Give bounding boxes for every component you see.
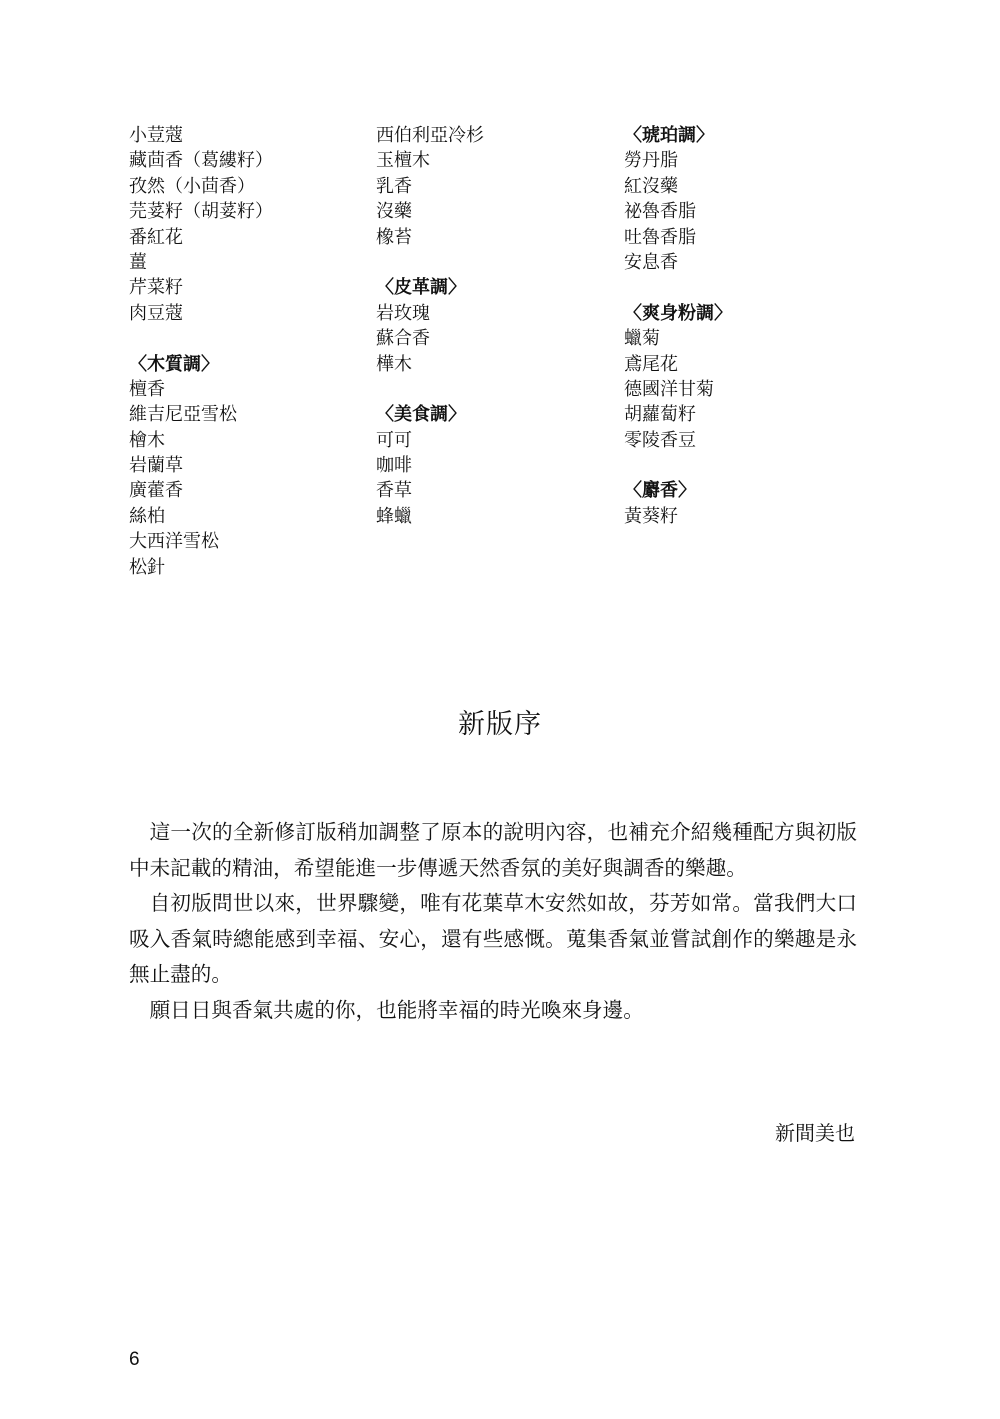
ingredient-item: 祕魯香脂 — [624, 201, 696, 223]
ingredient-item: 番紅花 — [129, 226, 183, 248]
ingredient-item: 西伯利亞冷杉 — [376, 125, 484, 146]
ingredient-item: 鳶尾花 — [624, 353, 678, 375]
category-heading: 〈琥珀調〉 — [624, 125, 714, 146]
preface-paragraph-1: 這一次的全新修訂版稍加調整了原本的說明內容，也補充介紹幾種配方與初版中未記載的精油，希望能進一步傳遞天然香氛的美好與調香的樂趣。 — [129, 820, 857, 880]
ingredient-item: 咖啡 — [376, 455, 412, 477]
ingredient-item: 香草 — [376, 480, 412, 502]
ingredient-item: 維吉尼亞雪松 — [129, 404, 237, 426]
ingredient-item: 肉豆蔻 — [129, 302, 183, 324]
ingredient-item: 小荳蔻 — [129, 125, 183, 146]
category-heading: 〈木質調〉 — [129, 353, 219, 375]
spacer — [624, 453, 854, 478]
ingredient-item: 絲柏 — [129, 505, 165, 527]
spacer — [624, 275, 854, 300]
ingredient-item: 薑 — [129, 251, 147, 273]
ingredient-item: 蜂蠟 — [376, 505, 412, 527]
ingredient-item: 樺木 — [376, 353, 412, 375]
ingredient-item: 蘇合香 — [376, 328, 430, 350]
ingredient-item: 紅沒藥 — [624, 175, 678, 197]
ingredient-item: 零陵香豆 — [624, 429, 696, 451]
ingredient-item: 勞丹脂 — [624, 150, 678, 172]
author-signature: 新間美也 — [775, 1121, 855, 1145]
ingredient-item: 岩玫瑰 — [376, 302, 430, 324]
ingredient-item: 檀香 — [129, 378, 165, 400]
ingredient-item: 芫荽籽（胡荽籽） — [129, 201, 273, 223]
ingredient-item: 孜然（小茴香） — [129, 175, 255, 197]
category-heading: 〈皮革調〉 — [376, 277, 466, 299]
ingredient-item: 廣藿香 — [129, 480, 183, 502]
spacer — [129, 326, 359, 351]
ingredient-item: 芹菜籽 — [129, 277, 183, 299]
ingredient-item: 蠟菊 — [624, 328, 660, 350]
ingredient-item: 吐魯香脂 — [624, 226, 696, 248]
category-heading: 〈爽身粉調〉 — [624, 302, 732, 324]
ingredient-column-1 — [129, 123, 359, 580]
category-heading: 〈美食調〉 — [376, 404, 466, 426]
spacer — [376, 250, 606, 275]
ingredient-item: 乳香 — [376, 175, 412, 197]
spacer — [376, 377, 606, 402]
ingredient-item: 松針 — [129, 556, 165, 578]
preface-paragraph-2: 自初版問世以來，世界驟變，唯有花葉草木安然如故，芬芳如常。當我們大口吸入香氣時總能感到幸福、安心，還有些感慨。蒐集香氣並嘗試創作的樂趣是永無止盡的。 — [129, 891, 857, 986]
ingredient-item: 岩蘭草 — [129, 455, 183, 477]
ingredient-item: 胡蘿蔔籽 — [624, 404, 696, 426]
preface-body — [129, 815, 857, 1028]
preface-title: 新版序 — [458, 709, 542, 740]
ingredient-item: 藏茴香（葛縷籽） — [129, 150, 273, 172]
ingredient-item: 大西洋雪松 — [129, 531, 219, 553]
ingredient-column-2 — [376, 123, 606, 529]
ingredient-item: 沒藥 — [376, 201, 412, 223]
ingredient-item: 檜木 — [129, 429, 165, 451]
category-heading: 〈麝香〉 — [624, 480, 696, 502]
page-number: 6 — [129, 1349, 140, 1370]
ingredient-item: 黃葵籽 — [624, 505, 678, 527]
ingredient-column-3 — [624, 123, 854, 529]
ingredient-item: 可可 — [376, 429, 412, 451]
ingredient-item: 橡苔 — [376, 226, 412, 248]
ingredient-item: 德國洋甘菊 — [624, 378, 714, 400]
ingredient-item: 安息香 — [624, 251, 678, 273]
preface-paragraph-3: 願日日與香氣共處的你，也能將幸福的時光喚來身邊。 — [149, 997, 644, 1022]
ingredient-item: 玉檀木 — [376, 150, 430, 172]
